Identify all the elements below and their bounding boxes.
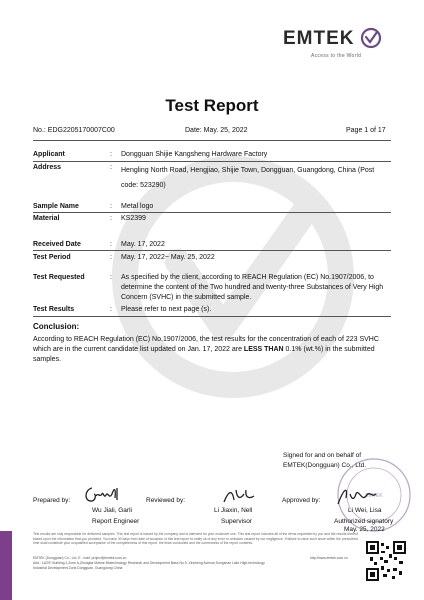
report-date: Date: May. 25, 2022 <box>185 127 248 134</box>
test-requested-value: As specified by the client, according to REACH Regulation (EC) No.1907/2006, to determine the content of the Two hundred and twenty-three Substances of Very High Concern (SVHC) in the submitted sample. <box>121 274 384 301</box>
colon: : <box>110 241 112 248</box>
applicant-label: Applicant <box>33 151 65 158</box>
colon: : <box>110 151 112 158</box>
approver-date: May. 25, 2022 <box>344 526 385 533</box>
svg-text:EMTEK: EMTEK <box>365 493 383 499</box>
divider <box>33 140 391 141</box>
test-period-label: Test Period <box>33 254 71 261</box>
footer-company-line: EMTEK (Dongguan) Co., Ltd. E - mail: project@emtek.com.cn <box>33 556 127 560</box>
footer-accent-bar <box>0 531 12 600</box>
footer-website[interactable]: http://www.emtek.com.cn <box>310 556 348 560</box>
tagline: Access to the World <box>311 53 362 59</box>
received-date-value: May. 17, 2022 <box>121 241 165 248</box>
footer-address-line: Industrial Development Zone,Dongguan, Guangdong China <box>33 566 123 570</box>
reviewed-by-label: Reviewed by: <box>146 497 186 504</box>
conclusion-text-end: 0.1% (wt.%) in the submitted samples. <box>33 346 375 363</box>
colon: : <box>110 306 112 313</box>
approved-by-label: Approved by: <box>282 497 321 504</box>
sample-name-value: Metal logo <box>121 203 154 210</box>
preparer-title: Report Engineer <box>92 518 140 525</box>
approver-name: Li Wei, Lisa <box>348 507 382 514</box>
received-date-label: Received Date <box>33 241 81 248</box>
applicant-value: Dongguan Shijie Kangsheng Hardware Factory <box>121 151 268 158</box>
reviewer-name: Li Jiaxin, Nell <box>214 507 253 514</box>
test-results-value: Please refer to next page (s). <box>121 306 212 313</box>
approver-title: Authorized signatory <box>334 518 394 525</box>
conclusion-text-start: According to REACH Regulation (EC) No.1907/2006, the test results for the concentration of each of 223 SVHC which are in the current candidate list updated on Jan. 17, 2022 are <box>33 336 379 353</box>
conclusion-text <box>33 335 393 365</box>
colon: : <box>110 164 112 171</box>
reviewer-signature <box>218 484 260 506</box>
conclusion-heading: Conclusion: <box>33 322 80 331</box>
company-name: EMTEK(Dongguan) Co., Ltd. <box>283 462 367 469</box>
divider <box>33 316 391 317</box>
divider <box>33 161 391 162</box>
reviewer-title: Supervisor <box>221 518 253 525</box>
signed-for-text: Signed for and on behalf of <box>283 452 362 459</box>
emtek-check-logo-icon <box>360 27 382 49</box>
sample-name-label: Sample Name <box>33 203 79 210</box>
page-title: Test Report <box>165 96 259 115</box>
footer-address-line: Add.: 1&2/F, Building 2,Zone A,Zhongda Marine Biotechnology Research and Development Base,No.9, Xincheng Avenue,Songshan Lake High-technology <box>33 561 265 565</box>
logo-text: EMTEK <box>283 28 355 49</box>
colon: : <box>110 274 112 281</box>
divider <box>33 212 391 213</box>
footer-disclaimer: Test results are only responsible for delivered samples. This test report is issued by the company and is intended for your exclusive use. This test report includes all of the items requested by you and the results thereof based upon the information that you provided. You have 30 days from date of issuance of this test report to notify us of any error or omission caused by our negligence. If failure to raise such issue within the prescribed time shall constitute your unqualified acceptance of the completeness of this report, the tests conducted and the correctness of the report contents. <box>33 532 358 545</box>
preparer-signature <box>82 482 124 508</box>
material-label: Material <box>33 215 60 222</box>
test-results-label: Test Results <box>33 306 75 313</box>
approver-signature <box>334 484 380 508</box>
material-value: KS2399 <box>121 215 146 222</box>
test-requested-label: Test Requested <box>33 274 85 281</box>
report-number: No.: EDG2205170007C00 <box>33 127 115 134</box>
conclusion-emphasis: LESS THAN <box>243 346 284 353</box>
test-period-value: May. 17, 2022~ May. 25, 2022 <box>121 254 215 261</box>
footer-address <box>33 556 333 571</box>
page-number: Page 1 of 17 <box>346 127 386 134</box>
colon: : <box>110 203 112 210</box>
colon: : <box>110 254 112 261</box>
qr-code-icon <box>366 541 406 581</box>
address-value: Hengling North Road, Hengjiao, Shijie Town, Dongguan, Guangdong, China (Post code: 523290) <box>121 167 375 189</box>
colon: : <box>110 215 112 222</box>
prepared-by-label: Prepared by: <box>33 497 71 504</box>
preparer-name: Wu Jiali, Garli <box>92 507 132 514</box>
divider <box>33 250 391 251</box>
address-label: Address <box>33 164 62 171</box>
